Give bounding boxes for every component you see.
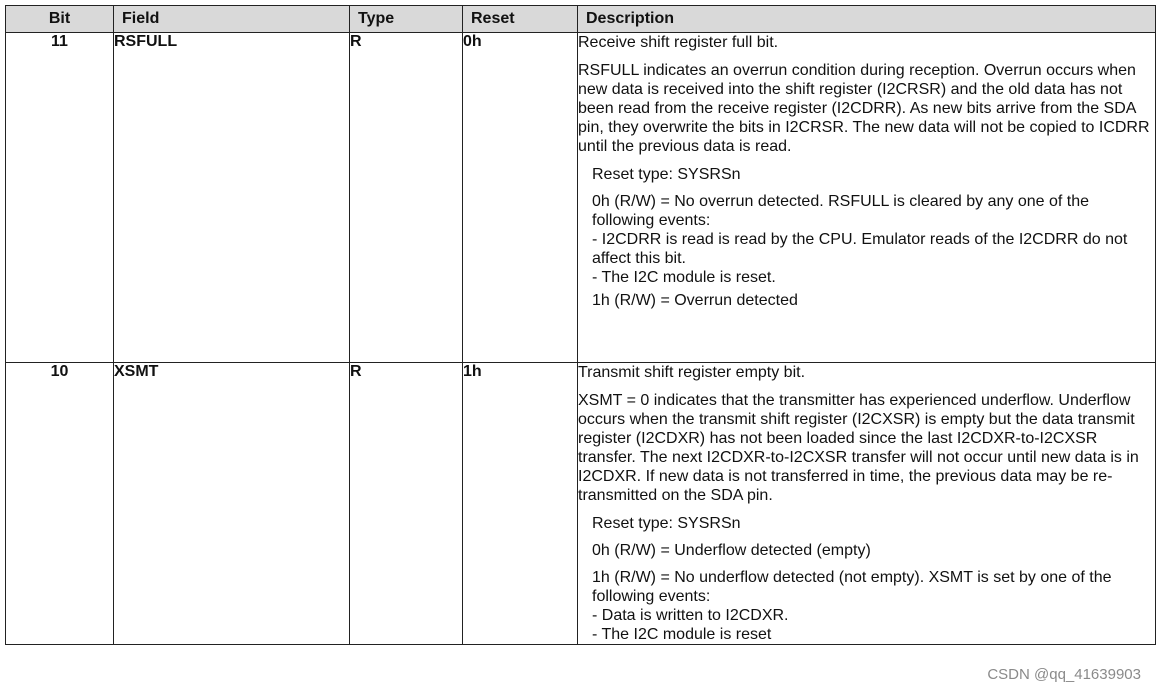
field-cell: RSFULL: [114, 33, 350, 363]
event-item: - The I2C module is reset: [592, 626, 772, 643]
event-item: - The I2C module is reset.: [592, 269, 776, 286]
value-0-text: 0h (R/W) = No overrun detected. RSFULL is cleared by any one of the following events:: [592, 193, 1089, 229]
event-list: [578, 230, 1155, 287]
value-1-text: 1h (R/W) = Overrun detected: [592, 292, 798, 309]
event-item: - Data is written to I2CDXR.: [592, 607, 789, 624]
reset-type-text: Reset type: SYSRSn: [592, 515, 741, 532]
type-cell: R: [350, 363, 463, 645]
value-0-text: 0h (R/W) = Underflow detected (empty): [592, 542, 871, 559]
type-cell: R: [350, 33, 463, 363]
header-reset: Reset: [463, 6, 578, 33]
table-header-row: [6, 6, 1156, 33]
description-cell: [578, 33, 1156, 363]
header-bit: Bit: [6, 6, 114, 33]
description-detail: RSFULL indicates an overrun condition during reception. Overrun occurs when new data is received into the shift register (I2CRSR) and the old data has not been read from the receive register (I2CDRR). As new bits arrive from the SDA pin, they overwrite the bits in I2CRSR. The new data will not be copied to ICDRR until the previous data is read.: [578, 62, 1150, 155]
register-field-table: [5, 5, 1156, 645]
field-cell: XSMT: [114, 363, 350, 645]
bit-cell: 11: [6, 33, 114, 363]
header-description: Description: [578, 6, 1156, 33]
description-detail: XSMT = 0 indicates that the transmitter has experienced underflow. Underflow occurs when the transmit shift register (I2CXSR) is empty but the data transmit register (I2CDXR) has not been loaded since the last I2CDXR-to-I2CXSR transfer. The next I2CDXR-to-I2CXSR transfer will not occur until new data is in I2CDXR. If new data is not transferred in time, the previous data may be re-transmitted on the SDA pin.: [578, 392, 1139, 504]
header-type: Type: [350, 6, 463, 33]
value-1-text: 1h (R/W) = No underflow detected (not empty). XSMT is set by one of the following events:: [592, 569, 1112, 605]
table-row: [6, 33, 1156, 363]
reset-cell: 0h: [463, 33, 578, 363]
event-list: [578, 606, 1155, 644]
event-item: - I2CDRR is read is read by the CPU. Emulator reads of the I2CDRR do not affect this bit.: [592, 231, 1128, 267]
description-summary: Receive shift register full bit.: [578, 34, 779, 51]
table-row: [6, 363, 1156, 645]
watermark-text: CSDN @qq_41639903: [987, 666, 1141, 683]
description-cell: [578, 363, 1156, 645]
description-summary: Transmit shift register empty bit.: [578, 364, 806, 381]
header-field: Field: [114, 6, 350, 33]
bit-cell: 10: [6, 363, 114, 645]
reset-type-text: Reset type: SYSRSn: [592, 166, 741, 183]
reset-cell: 1h: [463, 363, 578, 645]
